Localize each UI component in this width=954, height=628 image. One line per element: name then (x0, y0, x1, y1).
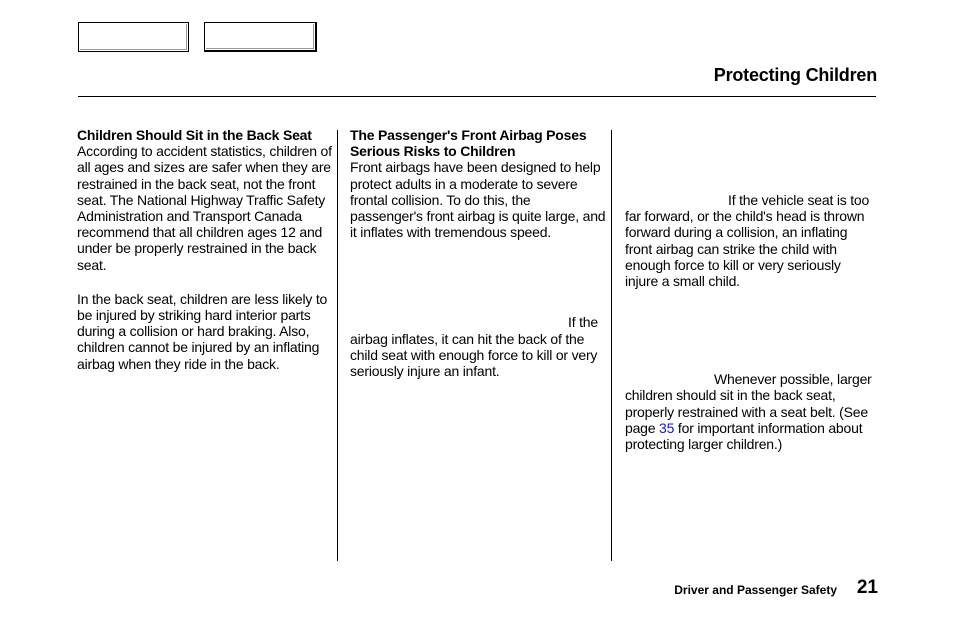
column-divider-2 (611, 130, 612, 561)
paragraph-airbag-infant-risk: If the airbag inflates, it can hit the back of the child seat with enough force to kill or very seriously injure an infant. (350, 314, 598, 380)
column-divider-1 (337, 130, 338, 561)
column-right (625, 127, 877, 452)
page-35-link[interactable]: 35 (659, 419, 675, 436)
header-divider (78, 96, 876, 97)
paragraph-larger-children: Whenever possible, larger children should sit in the back seat, properly restrained with a seat belt. (See page 35 for important information about protecting larger children.) (625, 371, 872, 453)
column-left (77, 127, 333, 372)
section-heading-back-seat: Children Should Sit in the Back Seat (77, 127, 312, 143)
paragraph-seat-too-far-forward: If the vehicle seat is too far forward, or the child's head is thrown forward during a collision, an inflating front airbag can strike the child with enough force to kill or very seriously injure a small child. (625, 192, 870, 290)
paragraph-airbag-design: Front airbags have been designed to help protect adults in a moderate to severe frontal collision. To do this, the passenger's front airbag is quite large, and it inflates with tremendous speed. (350, 159, 606, 241)
paragraph-accident-statistics: According to accident statistics, children of all ages and sizes are safer when they are restrained in the back seat, not the front seat. The National Highway Traffic Safety Administration and Transport Canada recommend that all children ages 12 and under be properly restrained in the back seat. (77, 143, 332, 273)
column-middle (350, 127, 606, 379)
paragraph-back-seat-safety: In the back seat, children are less likely to be injured by striking hard interior parts during a collision or hard braking. Also, children cannot be injured by an inflating airbag when they ride in the back. (77, 290, 328, 372)
section-heading-front-airbag: The Passenger's Front Airbag Poses Serious Risks to Children (350, 127, 587, 160)
page-number: 21 (856, 577, 878, 598)
nav-button-next[interactable] (204, 22, 317, 52)
nav-button-previous[interactable] (78, 22, 189, 52)
page-title: Protecting Children (713, 65, 877, 85)
footer-section-label: Driver and Passenger Safety (674, 583, 837, 597)
